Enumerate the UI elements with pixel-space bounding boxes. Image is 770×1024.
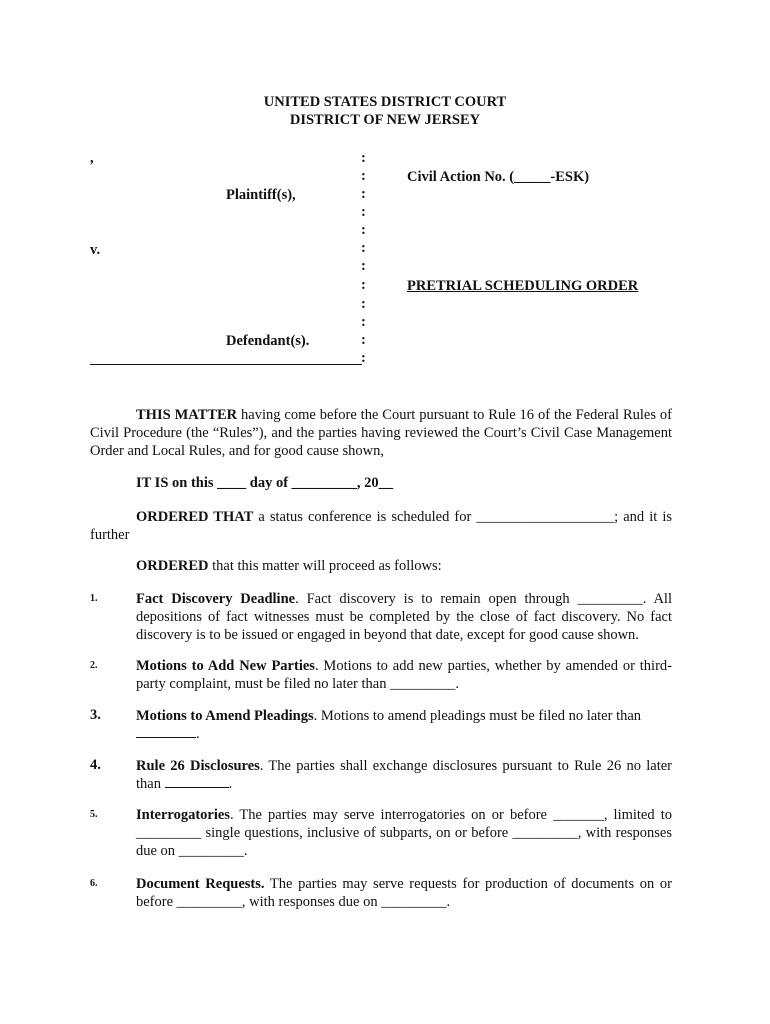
item-document-requests — [136, 875, 672, 911]
item-amend-pleadings — [136, 707, 672, 743]
proceed-paragraph — [136, 558, 442, 575]
item-number: 4. — [90, 757, 101, 773]
caption-colon: : — [361, 258, 366, 274]
item-fact-discovery — [136, 590, 672, 644]
item-number: 3. — [90, 707, 101, 723]
caption-colon: : — [361, 204, 366, 220]
item-text: . The parties shall exchange disclosures pursuant to Rule 26 no later than — [136, 758, 672, 792]
item-number: 1. — [90, 593, 98, 604]
proceed-text: that this matter will proceed as follows: — [208, 558, 442, 574]
item-tail: . — [228, 776, 233, 792]
blank-line — [136, 725, 196, 738]
intro-paragraph — [90, 406, 672, 460]
item-text: . Motions to amend pleadings must be filed no later than — [313, 708, 642, 724]
caption-underline — [90, 364, 362, 365]
caption-colon: : — [361, 240, 366, 256]
caption-colon: : — [361, 150, 366, 166]
plaintiff-name-blank: , — [90, 150, 94, 166]
ordered-lead: ORDERED — [136, 558, 209, 574]
caption-colon: : — [361, 186, 366, 202]
order-title: PRETRIAL SCHEDULING ORDER — [407, 278, 639, 294]
item-interrogatories — [136, 806, 672, 860]
ordered-lead: ORDERED THAT — [136, 509, 254, 525]
item-number: 6. — [90, 878, 98, 889]
item-title: Rule 26 Disclosures — [136, 758, 260, 774]
item-text: . The parties may serve interrogatories on or before _______, limited to _________ single questions, inclusive of subparts, on or before _________, with responses due on _________. — [136, 807, 672, 859]
court-name: UNITED STATES DISTRICT COURT — [263, 94, 507, 110]
caption-colon: : — [361, 332, 366, 348]
item-text: . Motions to add new parties, whether by amended or third-party complaint, must be filed no later than _________. — [136, 658, 672, 692]
intro-lead: THIS MATTER — [136, 407, 238, 423]
plaintiff-label: Plaintiff(s), — [226, 187, 296, 203]
item-title: Motions to Amend Pleadings — [136, 708, 314, 724]
item-number: 2. — [90, 660, 98, 671]
blank-line — [165, 775, 229, 788]
caption-colon: : — [361, 296, 366, 312]
civil-action-number: Civil Action No. (_____-ESK) — [407, 169, 590, 185]
item-title: Interrogatories — [136, 807, 230, 823]
caption-colon: : — [361, 222, 366, 238]
item-rule26 — [136, 757, 672, 793]
item-title: Motions to Add New Parties — [136, 658, 315, 674]
caption-colon: : — [361, 277, 366, 293]
item-title: Fact Discovery Deadline — [136, 591, 296, 607]
status-conference-text: a status conference is scheduled for ___________________; and it is further — [90, 509, 672, 543]
versus-label: v. — [90, 242, 101, 258]
dated-line: IT IS on this ____ day of _________, 20__ — [136, 475, 394, 491]
defendant-label: Defendant(s). — [226, 333, 310, 349]
item-text: . Fact discovery is to remain open through _________. All depositions of fact witnesses must be completed by the close of fact discovery. No fact discovery is to be issued or engaged in beyond that date, except for good cause shown. — [136, 591, 672, 643]
item-add-parties — [136, 657, 672, 693]
item-title: Document Requests. — [136, 876, 265, 892]
intro-text: having come before the Court pursuant to Rule 16 of the Federal Rules of Civil Procedure (the “Rules”), and the parties having reviewed the Court’s Civil Case Management Order and Local Rules, and for good cause shown, — [90, 407, 672, 459]
district-name: DISTRICT OF NEW JERSEY — [289, 112, 481, 128]
caption-colon: : — [361, 350, 366, 366]
item-tail: . — [196, 726, 200, 742]
caption-colon: : — [361, 168, 366, 184]
caption-colon: : — [361, 314, 366, 330]
status-conference-paragraph — [90, 508, 672, 544]
item-text: The parties may serve requests for production of documents on or before _________, with responses due on _________. — [136, 876, 673, 910]
item-number: 5. — [90, 809, 98, 820]
